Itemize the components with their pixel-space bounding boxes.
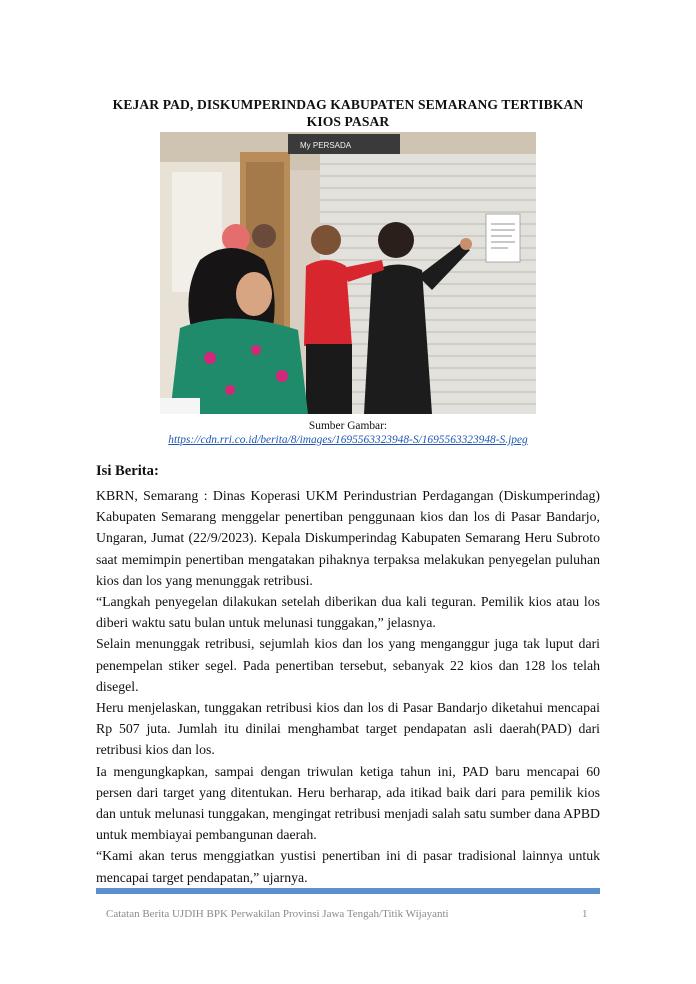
footer-divider	[96, 888, 600, 894]
article-title	[96, 96, 600, 130]
paragraph: “Langkah penyegelan dilakukan setelah diberikan dua kali teguran. Pemilik kios atau los diberi waktu satu bulan untuk melunasi tunggakan,” jelasnya.	[96, 594, 600, 631]
footer-text: Catatan Berita UJDIH BPK Perwakilan Provinsi Jawa Tengah/Titik Wijayanti	[106, 908, 449, 920]
image-caption-label: Sumber Gambar:	[308, 420, 388, 432]
article-title-line-1: KEJAR PAD, DISKUMPERINDAG KABUPATEN SEMARANG TERTIBKAN	[112, 97, 584, 112]
image-caption	[96, 419, 600, 447]
shop-sign: My PERSADA	[300, 141, 352, 150]
paragraph: “Kami akan terus menggiatkan yustisi penertiban ini di pasar tradisional lainnya untuk mencapai target pendapatan,” ujarnya.	[96, 848, 600, 885]
article-body	[96, 485, 600, 888]
paragraph: KBRN, Semarang : Dinas Koperasi UKM Perindustrian Perdagangan (Diskumperindag) Kabupaten Semarang menggelar penertiban penggunaan kios dan los di Pasar Bandarjo, Ungaran, Jumat (22/9/2023). Kepala Diskumperindag Kabupaten Semarang Heru Subroto saat memimpin penertiban mengatakan pihaknya terpaksa melakukan penyegelan puluhan kios dan los yang menunggak retribusi.	[96, 488, 600, 588]
paragraph: Heru menjelaskan, tunggakan retribusi kios dan los di Pasar Bandarjo diketahui mencapai Rp 507 juta. Jumlah itu dinilai menghambat target pendapatan asli daerah(PAD) dari retribusi kios dan los.	[96, 700, 600, 758]
section-heading: Isi Berita:	[96, 463, 159, 479]
paragraph: Ia mengungkapkan, sampai dengan triwulan ketiga tahun ini, PAD baru mencapai 60 persen dari target yang ditentukan. Heru berharap, ada itikad baik dari para pemilik kios dan untuk melunasi tunggakan, mengingat retribusi menjadi salah satu sumber dana APBD untuk membiayai pembangunan daerah.	[96, 763, 600, 843]
image-source-link[interactable]: https://cdn.rri.co.id/berita/8/images/1695563323948-S/1695563323948-S.jpeg	[168, 434, 528, 446]
news-photo	[160, 132, 536, 414]
page-number: 1	[582, 908, 588, 920]
paragraph: Selain menunggak retribusi, sejumlah kios dan los yang menganggur juga tak luput dari penempelan stiker segel. Pada penertiban tersebut, sebanyak 22 kios dan 128 los telah disegel.	[96, 636, 600, 694]
article-title-line-2: KIOS PASAR	[306, 114, 390, 129]
